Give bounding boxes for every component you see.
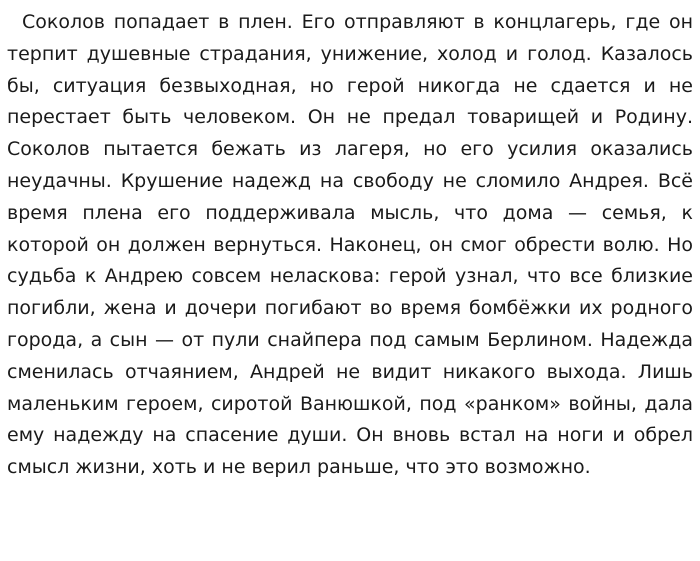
essay-paragraph: Соколов попадает в плен. Его отправляют в концлагерь, где он терпит душевные страдания, унижение, холод и голод. Казалось бы, ситуация безвыходная, но герой никогда не сдается и не перестает быть человеком. Он не предал товарищей и Родину. Соколов пытается бежать из лагеря, но его усилия оказались неудачны. Крушение надежд на свободу не сломило Андрея. Всё время плена его поддерживала мысль, что дома — семья, к которой он должен вернуться. Наконец, он смог обрести волю. Но судьба к Андрею совсем неласкова: герой узнал, что все близкие погибли, жена и дочери погибают во время бомбёжки их родного города, а сын — от пули снайпера под самым Берлином. Надежда сменилась отчаянием, Андрей не видит никакого выхода. Лишь маленьким героем, сиротой Ванюшкой, под «ранком» войны, дала ему надежду на спасение души. Он вновь встал на ноги и обрел смысл жизни, хоть и не верил раньше, что это возможно. — [7, 11, 693, 479]
